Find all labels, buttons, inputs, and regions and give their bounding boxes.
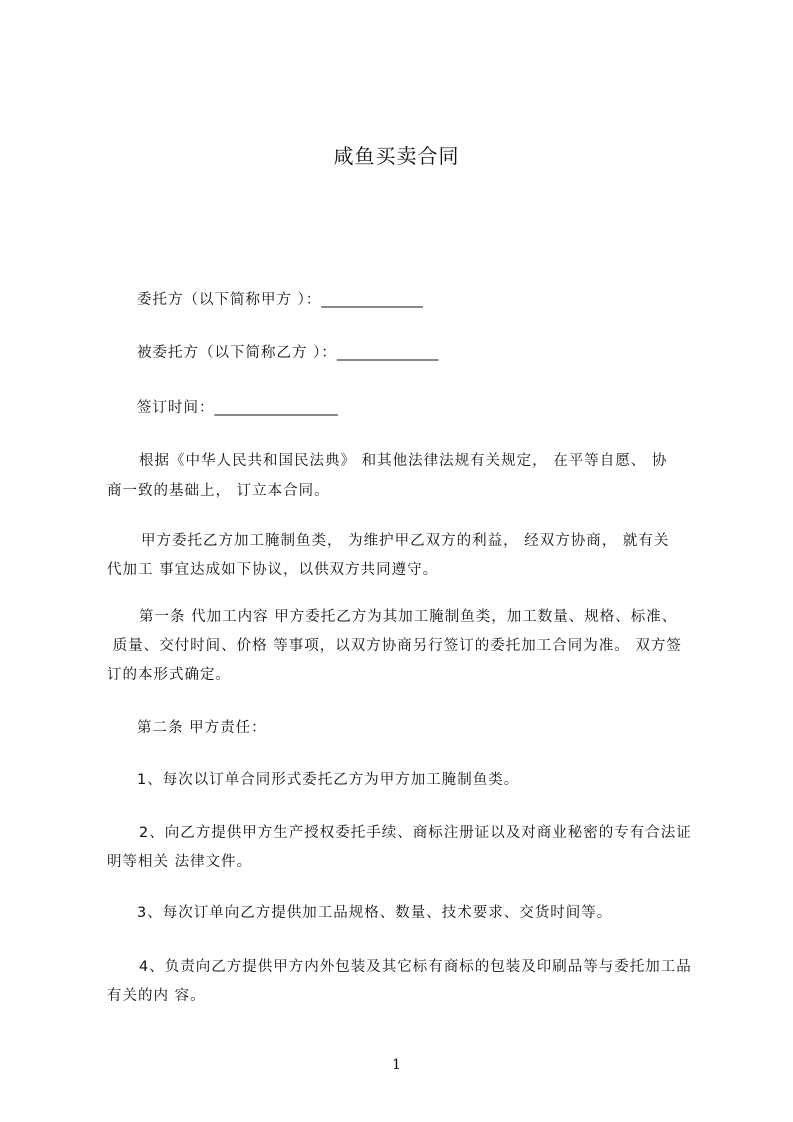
purpose-line: 代加工 事宜达成如下协议，以供双方共同遵守。 — [107, 562, 439, 578]
article1-line: 订的本形式确定。 — [107, 667, 231, 683]
article1-line: 质量、交付时间、价格 等事项，以双方协商另行签订的委托加工合同为准。 双方签 — [107, 638, 682, 654]
principal-blank: ______________ — [321, 292, 423, 308]
document-title: 咸鱼买卖合同 — [333, 144, 460, 168]
article2-item-1: 1、每次以订单合同形式委托乙方为甲方加工腌制鱼类。 — [137, 772, 520, 788]
agent-label: 被委托方（以下简称乙方 ）： — [137, 345, 337, 361]
agent-field — [137, 343, 438, 363]
article2-item-4-continued: 有关的内 容。 — [107, 988, 206, 1004]
article2-item-2: 2、向乙方提供甲方生产授权委托手续、商标注册证以及对商业秘密的专有合法证 — [139, 825, 692, 841]
principal-label: 委托方（以下简称甲方 ）： — [137, 292, 322, 308]
date-field — [137, 398, 338, 418]
preamble-line: 商一致的基础上， 订立本合同。 — [107, 483, 330, 499]
date-label: 签订时间： — [137, 400, 215, 416]
principal-field — [137, 290, 423, 310]
article2-heading: 第二条 甲方责任： — [137, 720, 267, 736]
purpose-line: 甲方委托乙方加工腌制鱼类， 为维护甲乙双方的利益， 经双方协商， 就有关 — [141, 533, 670, 549]
article1-line: 第一条 代加工内容 甲方委托乙方为其加工腌制鱼类，加工数量、规格、标准、 — [139, 609, 678, 625]
agent-blank: ______________ — [336, 345, 439, 361]
article2-item-3: 3、每次订单向乙方提供加工品规格、数量、技术要求、交货时间等。 — [137, 905, 613, 921]
date-blank: _________________ — [214, 400, 338, 416]
article2-item-4: 4、负责向乙方提供甲方内外包装及其它标有商标的包装及印刷品等与委托加工品 — [139, 959, 692, 975]
preamble-line: 根据《中华人民共和国民法典》 和其他法律法规有关规定， 在平等自愿、 协 — [139, 453, 668, 469]
page-number: 1 — [392, 1057, 401, 1073]
article2-item-2-continued: 明等相关 法律文件。 — [107, 854, 253, 870]
